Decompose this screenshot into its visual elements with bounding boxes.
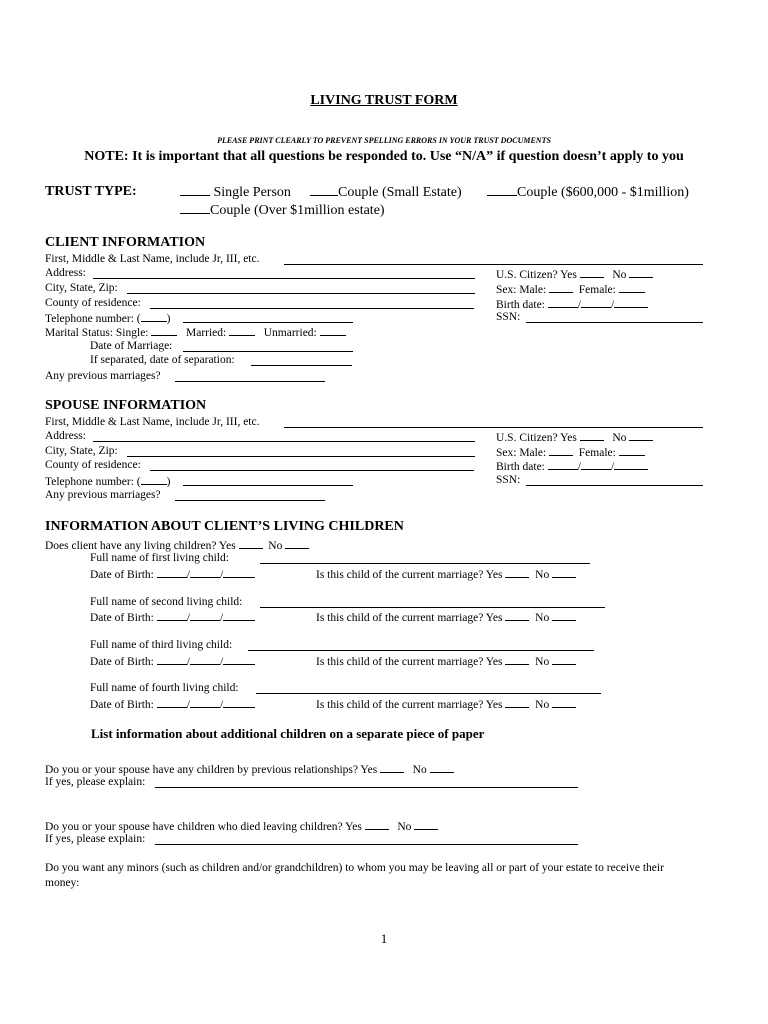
- child-1-dob-row: Date of Birth: / /: [90, 566, 255, 582]
- child-2-marriage-no-field[interactable]: [552, 609, 576, 621]
- child-3-dob-label: Date of Birth:: [90, 656, 154, 668]
- client-ssn-label: SSN:: [496, 311, 521, 323]
- client-married-label: Married:: [186, 327, 227, 339]
- client-birth-year-field[interactable]: [614, 296, 648, 308]
- has-children-no-field[interactable]: [285, 537, 309, 549]
- child-1-marriage-yes-field[interactable]: [505, 566, 529, 578]
- print-clearly-note: PLEASE PRINT CLEARLY TO PREVENT SPELLING ERRORS IN YOUR TRUST DOCUMENTS: [217, 136, 551, 145]
- child-3-dob-row: Date of Birth: / /: [90, 653, 255, 669]
- child-1-dob-day-field[interactable]: [190, 566, 220, 578]
- died-children-label: Do you or your spouse have children who died leaving children? Yes: [45, 821, 362, 833]
- child-3-marriage-row: [316, 653, 576, 669]
- child-4-dob-year-field[interactable]: [223, 696, 255, 708]
- client-date-marriage-label: Date of Marriage:: [90, 340, 173, 352]
- trust-couple-over-blank[interactable]: [180, 202, 210, 214]
- trust-couple-mid-blank[interactable]: [487, 184, 517, 196]
- additional-children-note: List information about additional children on a separate piece of paper: [91, 726, 485, 741]
- client-county-label: County of residence:: [45, 297, 141, 309]
- child-1-marriage-no-field[interactable]: [552, 566, 576, 578]
- child-4-marriage-label: Is this child of the current marriage? Yes: [316, 699, 503, 711]
- spouse-citizen-no-label: No: [612, 432, 627, 444]
- prev-relationships-no-label: No: [412, 764, 427, 776]
- trust-option-couple-small[interactable]: [310, 184, 462, 201]
- has-children-yes-field[interactable]: [239, 537, 263, 549]
- trust-couple-small-label: Couple (Small Estate): [338, 185, 462, 200]
- client-female-label: Female:: [578, 284, 616, 296]
- client-city-label: City, State, Zip:: [45, 282, 118, 294]
- client-address-label: Address:: [45, 267, 86, 279]
- spouse-city-label: City, State, Zip:: [45, 445, 118, 457]
- spouse-county-label: County of residence:: [45, 459, 141, 471]
- spouse-name-label: First, Middle & Last Name, include Jr, III, etc.: [45, 416, 260, 428]
- child-3-marriage-yes-field[interactable]: [505, 653, 529, 665]
- child-2-marriage-row: [316, 609, 576, 625]
- child-2-dob-day-field[interactable]: [190, 609, 220, 621]
- child-2-marriage-no-label: No: [535, 612, 550, 624]
- child-1-marriage-row: [316, 566, 576, 582]
- spouse-county-field[interactable]: [150, 458, 474, 471]
- child-1-dob-label: Date of Birth:: [90, 569, 154, 581]
- child-3-marriage-label: Is this child of the current marriage? Yes: [316, 656, 503, 668]
- child-4-dob-label: Date of Birth:: [90, 699, 154, 711]
- child-1-marriage-no-label: No: [535, 569, 550, 581]
- child-4-marriage-no-field[interactable]: [552, 696, 576, 708]
- client-address-field[interactable]: [93, 266, 475, 279]
- died-children-explain-label: If yes, please explain:: [45, 833, 146, 845]
- children-info-heading: INFORMATION ABOUT CLIENT’S LIVING CHILDREN: [45, 519, 404, 534]
- child-1-name-label: Full name of first living child:: [90, 552, 229, 564]
- child-3-dob-month-field[interactable]: [157, 653, 187, 665]
- child-4-marriage-row: [316, 696, 576, 712]
- client-citizen-no-label: No: [612, 269, 627, 281]
- spouse-birth-label: Birth date:: [496, 461, 545, 473]
- child-4-dob-row: Date of Birth: / /: [90, 696, 255, 712]
- spouse-phone-row[interactable]: [45, 473, 170, 489]
- client-unmarried-label: Unmarried:: [263, 327, 317, 339]
- prev-relationships-yes-field[interactable]: [380, 761, 404, 773]
- died-children-yes-field[interactable]: [365, 818, 389, 830]
- client-date-separation-field[interactable]: [251, 353, 352, 366]
- client-birth-day-field[interactable]: [581, 296, 611, 308]
- client-prev-marriages-label: Any previous marriages?: [45, 370, 161, 382]
- spouse-birth-day-field[interactable]: [581, 458, 611, 470]
- spouse-citizen-label: U.S. Citizen? Yes: [496, 432, 577, 444]
- spouse-citizen-row: [496, 429, 653, 445]
- spouse-address-field[interactable]: [93, 429, 475, 442]
- spouse-ssn-label: SSN:: [496, 474, 521, 486]
- spouse-sex-label: Sex: Male:: [496, 447, 547, 459]
- spouse-citizen-yes-field[interactable]: [580, 429, 604, 441]
- child-3-name-label: Full name of third living child:: [90, 639, 233, 651]
- child-3-marriage-no-label: No: [535, 656, 550, 668]
- spouse-city-field[interactable]: [127, 444, 475, 457]
- client-birth-month-field[interactable]: [548, 296, 578, 308]
- prev-relationships-no-field[interactable]: [430, 761, 454, 773]
- prev-relationships-label: Do you or your spouse have any children by previous relationships? Yes: [45, 764, 378, 776]
- died-children-no-field[interactable]: [414, 818, 438, 830]
- client-info-heading: CLIENT INFORMATION: [45, 235, 206, 250]
- child-4-dob-day-field[interactable]: [190, 696, 220, 708]
- spouse-address-label: Address:: [45, 430, 86, 442]
- client-birth-label: Birth date:: [496, 299, 545, 311]
- child-3-dob-day-field[interactable]: [190, 653, 220, 665]
- spouse-birth-month-field[interactable]: [548, 458, 578, 470]
- trust-option-couple-over[interactable]: [180, 202, 385, 219]
- client-phone-field[interactable]: [183, 310, 353, 323]
- form-title: LIVING TRUST FORM: [310, 93, 458, 108]
- child-2-name-field[interactable]: [260, 595, 605, 608]
- spouse-ssn-field[interactable]: [526, 473, 703, 486]
- trust-option-couple-mid[interactable]: [487, 184, 689, 201]
- client-city-field[interactable]: [127, 281, 475, 294]
- trust-couple-small-blank[interactable]: [310, 184, 338, 196]
- page-number: 1: [380, 931, 388, 946]
- child-4-marriage-no-label: No: [535, 699, 550, 711]
- client-citizen-no-field[interactable]: [629, 266, 653, 278]
- client-name-label: First, Middle & Last Name, include Jr, III, etc.: [45, 253, 260, 265]
- client-phone-label: Telephone number: (: [45, 313, 141, 325]
- client-male-field[interactable]: [549, 281, 573, 293]
- client-birth-row: Birth date: / /: [496, 296, 648, 312]
- child-3-dob-year-field[interactable]: [223, 653, 255, 665]
- has-children-no-label: No: [268, 540, 283, 552]
- minors-question-line1: Do you want any minors (such as children and/or grandchildren) to whom you may be leaving all or part of your estate to receive their: [45, 862, 664, 874]
- child-4-name-label: Full name of fourth living child:: [90, 682, 239, 694]
- spouse-prev-marriages-field[interactable]: [175, 488, 325, 501]
- child-2-marriage-yes-field[interactable]: [505, 609, 529, 621]
- trust-option-single[interactable]: [180, 184, 291, 201]
- has-children-label: Does client have any living children? Yes: [45, 540, 236, 552]
- prev-relationships-explain-field[interactable]: [155, 775, 578, 788]
- child-2-dob-row: Date of Birth: / /: [90, 609, 255, 625]
- client-area-code-field[interactable]: [141, 310, 167, 322]
- client-married-field[interactable]: [229, 324, 255, 336]
- client-ssn-field[interactable]: [526, 310, 703, 323]
- client-county-field[interactable]: [150, 296, 474, 309]
- client-date-separation-label: If separated, date of separation:: [90, 354, 235, 366]
- spouse-info-heading: SPOUSE INFORMATION: [45, 398, 207, 413]
- child-2-dob-year-field[interactable]: [223, 609, 255, 621]
- child-2-name-label: Full name of second living child:: [90, 596, 243, 608]
- spouse-female-label: Female:: [578, 447, 616, 459]
- spouse-phone-label: Telephone number: (: [45, 476, 141, 488]
- spouse-citizen-no-field[interactable]: [629, 429, 653, 441]
- client-name-field[interactable]: [284, 252, 703, 265]
- trust-type-label: TRUST TYPE:: [45, 184, 137, 199]
- client-date-marriage-field[interactable]: [183, 339, 353, 352]
- child-2-marriage-label: Is this child of the current marriage? Yes: [316, 612, 503, 624]
- child-1-name-field[interactable]: [260, 551, 590, 564]
- child-4-dob-month-field[interactable]: [157, 696, 187, 708]
- child-1-marriage-label: Is this child of the current marriage? Yes: [316, 569, 503, 581]
- spouse-area-code-field[interactable]: [141, 473, 167, 485]
- client-citizen-yes-field[interactable]: [580, 266, 604, 278]
- client-female-field[interactable]: [619, 281, 645, 293]
- child-4-marriage-yes-field[interactable]: [505, 696, 529, 708]
- spouse-birth-row: Birth date: / /: [496, 458, 648, 474]
- child-1-dob-month-field[interactable]: [157, 566, 187, 578]
- client-phone-close: ): [166, 313, 171, 325]
- died-children-explain-field[interactable]: [155, 832, 578, 845]
- client-sex-label: Sex: Male:: [496, 284, 547, 296]
- trust-single-label: Single Person: [213, 185, 291, 200]
- spouse-name-field[interactable]: [284, 415, 703, 428]
- client-sex-row: [496, 281, 645, 297]
- trust-single-blank[interactable]: [180, 184, 210, 196]
- child-3-marriage-no-field[interactable]: [552, 653, 576, 665]
- child-3-name-field[interactable]: [248, 638, 594, 651]
- client-citizen-label: U.S. Citizen? Yes: [496, 269, 577, 281]
- child-2-dob-label: Date of Birth:: [90, 612, 154, 624]
- client-single-field[interactable]: [151, 324, 177, 336]
- child-2-dob-month-field[interactable]: [157, 609, 187, 621]
- prev-relationships-explain-label: If yes, please explain:: [45, 776, 146, 788]
- spouse-phone-field[interactable]: [183, 473, 353, 486]
- client-citizen-row: [496, 266, 653, 282]
- trust-couple-over-label: Couple (Over $1million estate): [210, 203, 385, 218]
- spouse-prev-marriages-label: Any previous marriages?: [45, 489, 161, 501]
- trust-couple-mid-label: Couple ($600,000 - $1million): [517, 185, 689, 200]
- client-prev-marriages-field[interactable]: [175, 369, 325, 382]
- died-children-no-label: No: [397, 821, 412, 833]
- child-1-dob-year-field[interactable]: [223, 566, 255, 578]
- client-marital-label: Marital Status: Single:: [45, 327, 149, 339]
- child-4-name-field[interactable]: [256, 681, 601, 694]
- client-unmarried-field[interactable]: [320, 324, 346, 336]
- spouse-birth-year-field[interactable]: [614, 458, 648, 470]
- spouse-phone-close: ): [166, 476, 171, 488]
- client-marital-row: [45, 324, 346, 340]
- minors-question-line2: money:: [45, 877, 80, 889]
- important-note: NOTE: It is important that all questions be responded to. Use “N/A” if question doesn’t apply to you: [84, 149, 684, 164]
- spouse-male-field[interactable]: [549, 444, 573, 456]
- spouse-female-field[interactable]: [619, 444, 645, 456]
